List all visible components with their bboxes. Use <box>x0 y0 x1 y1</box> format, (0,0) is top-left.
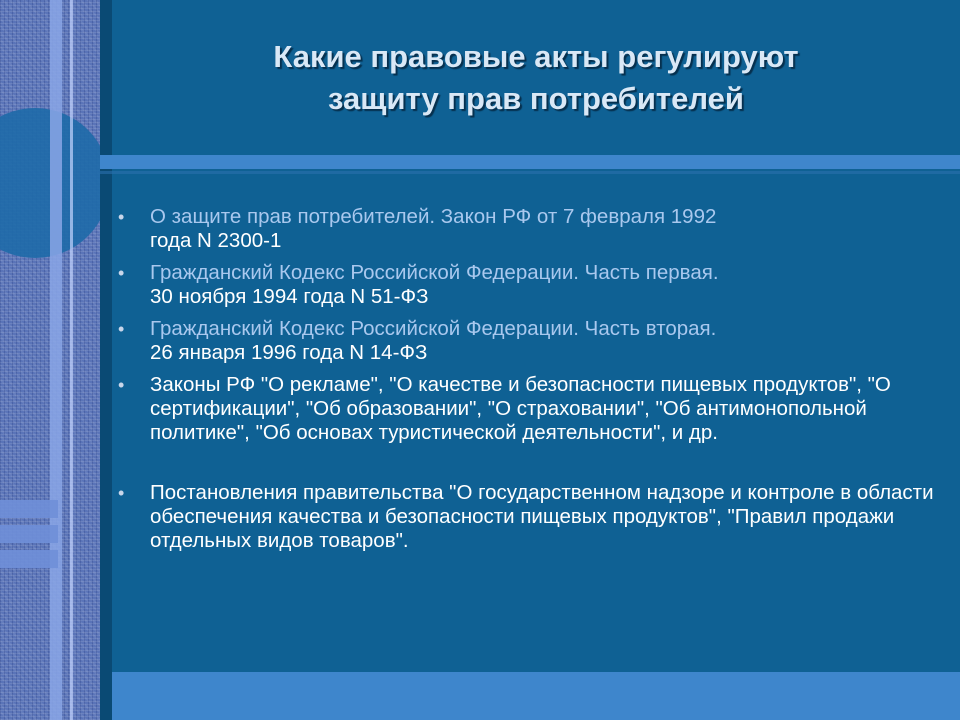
title-line-1: Какие правовые акты регулируют <box>273 39 799 74</box>
list-item-consumer-law <box>118 205 938 253</box>
bullet-icon: • <box>118 319 125 339</box>
bottom-decorative-bar <box>112 672 960 720</box>
decorative-dark-bar <box>100 0 112 720</box>
list-item-text-detail: года N 2300-1 <box>150 229 282 252</box>
title-separator-bar <box>100 155 960 169</box>
list-item-text-main: Гражданский Кодекс Российской Федерации. Часть вторая. <box>150 317 717 340</box>
title-separator-line <box>100 171 960 174</box>
list-item-civil-code-part2 <box>118 317 938 365</box>
slide-title <box>112 36 960 120</box>
bullet-icon: • <box>118 207 125 227</box>
list-item-federal-laws <box>118 373 938 445</box>
list-item-text-main: О защите прав потребителей. Закон РФ от 7 февраля 1992 <box>150 205 717 228</box>
decorative-block <box>0 500 58 518</box>
decorative-vertical-line-thin <box>70 0 73 720</box>
spacer <box>118 453 938 481</box>
bullet-icon: • <box>118 263 125 283</box>
list-item-text-main: Гражданский Кодекс Российской Федерации. Часть первая. <box>150 261 719 284</box>
decorative-block <box>0 525 58 543</box>
bullet-icon: • <box>118 483 125 503</box>
decorative-block <box>0 550 58 568</box>
decorative-vertical-line <box>50 0 62 720</box>
list-item-text: Постановления правительства "О государственном надзоре и контроле в области обеспечения качества и безопасности пищевых продуктов", "Правил продажи отдельных видов товаров". <box>150 481 934 552</box>
title-line-2: защиту прав потребителей <box>328 81 744 116</box>
bullet-icon: • <box>118 375 125 395</box>
list-item-civil-code-part1 <box>118 261 938 309</box>
bullet-list <box>118 205 938 561</box>
list-item-text-detail: 26 января 1996 года N 14-ФЗ <box>150 341 428 364</box>
list-item-text: Законы РФ "О рекламе", "О качестве и безопасности пищевых продуктов", "О сертификации", "Об образовании", "О страховании", "Об антимонопольной политике", "Об основах туристической деятельности", и др. <box>150 373 891 444</box>
list-item-text-detail: 30 ноября 1994 года N 51-ФЗ <box>150 285 429 308</box>
list-item-government-decrees <box>118 481 938 553</box>
